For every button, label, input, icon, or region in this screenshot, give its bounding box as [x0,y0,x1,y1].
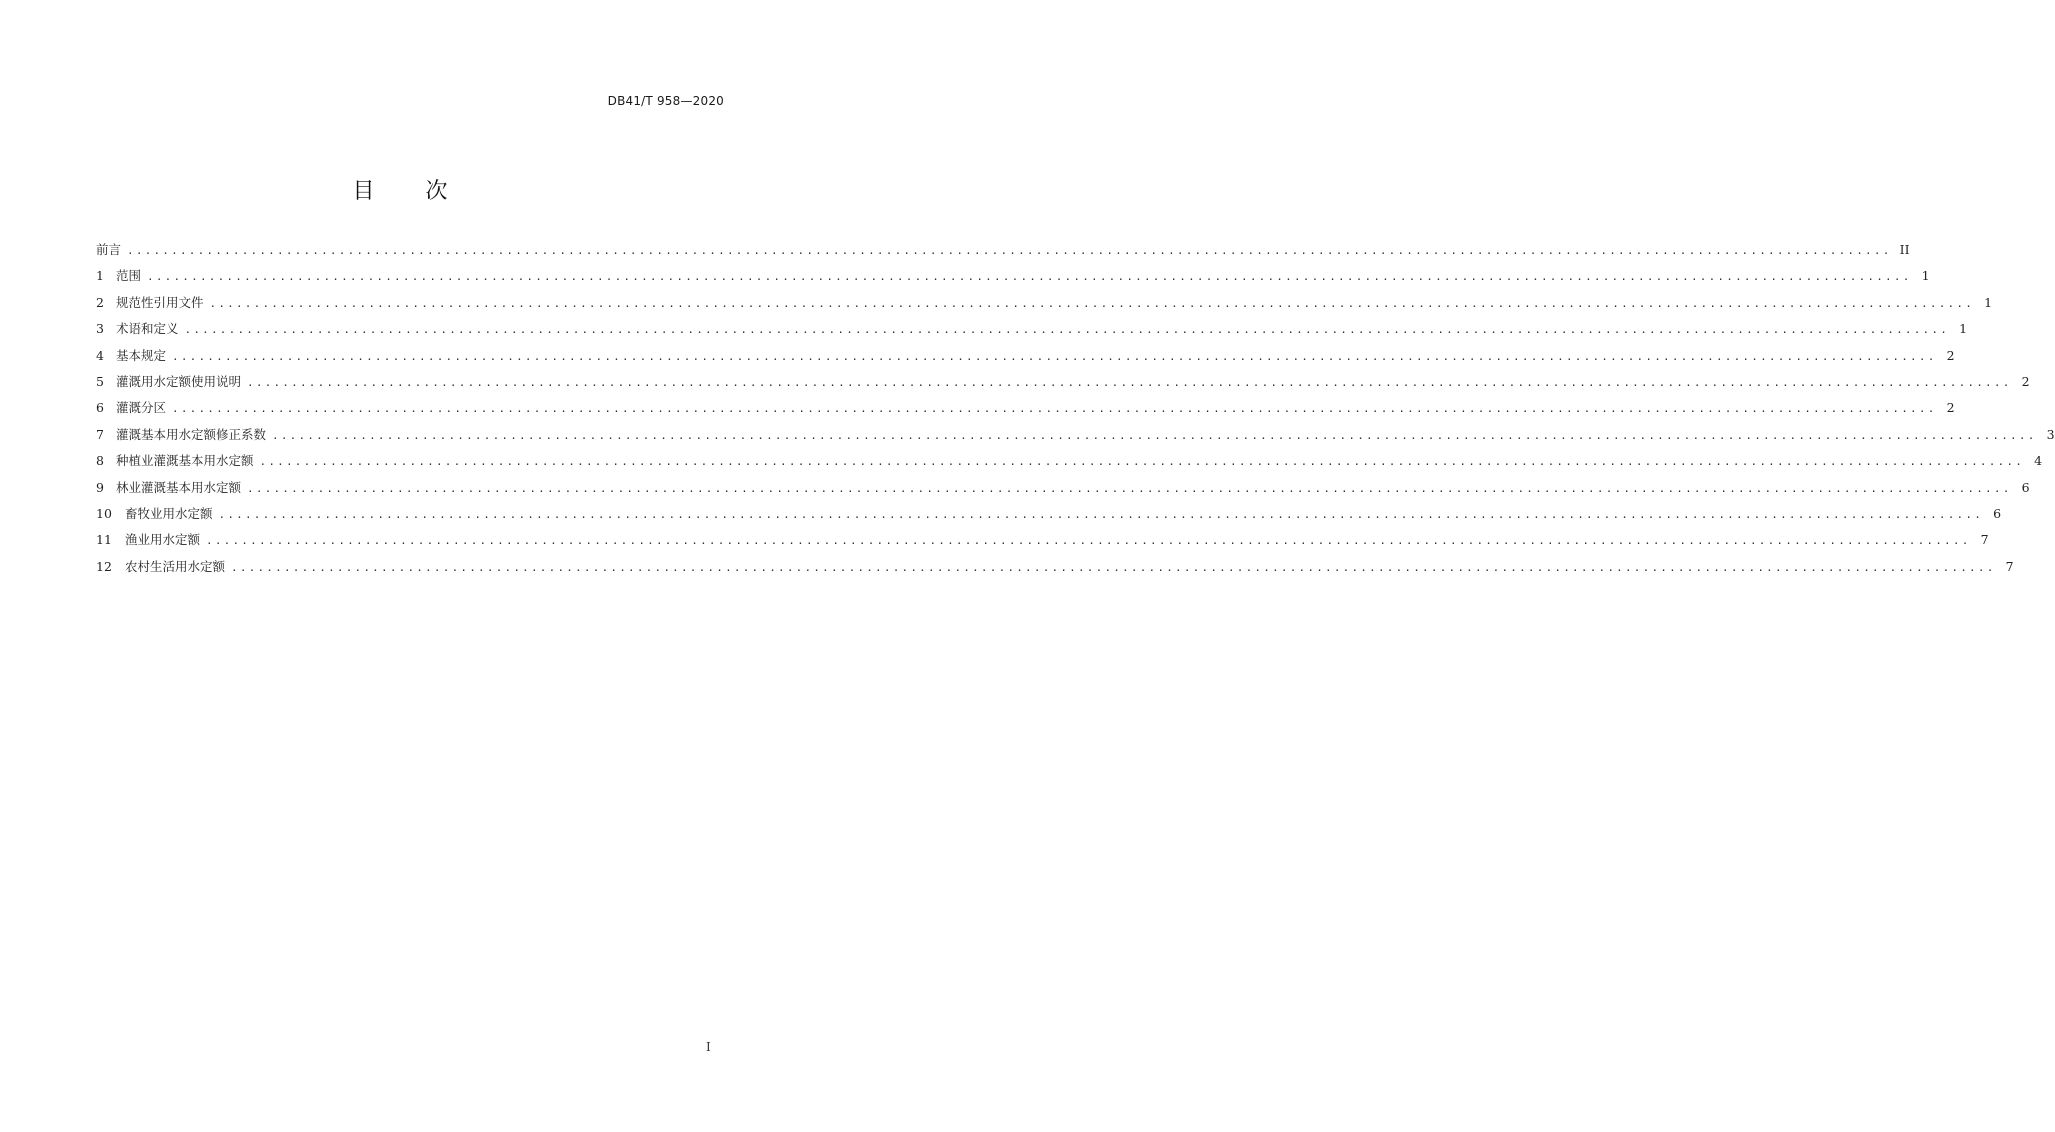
toc-entry-page: 6 [1993,505,2002,521]
toc-entry-number: 3 [96,321,104,337]
toc-title: 目 次 [352,179,470,204]
toc-entry-3[interactable] [96,319,1968,345]
toc-entry-label: 渔业用水定额 [125,532,201,548]
toc-entry-number: 9 [96,479,104,495]
toc-entry-6[interactable] [96,398,1955,424]
toc-entry-label: 林业灌溉基本用水定额 [116,479,242,495]
toc-leader-dots: ........................................................................................................................................................................................................ [209,296,1975,310]
toc-leader-dots: ........................................................................................................................................................................................................ [231,560,1996,574]
toc-entry-page: 1 [1921,268,1930,284]
toc-entry-label: 规范性引用文件 [116,294,204,310]
toc-entry-label: 畜牧业用水定额 [125,505,213,521]
toc-leader-dots: ........................................................................................................................................................................................................ [247,375,2012,389]
toc-entry-page: 1 [1984,294,1993,310]
toc-entry-4[interactable] [96,346,1955,372]
table-of-contents [96,240,2055,583]
toc-entry-label: 术语和定义 [116,321,179,337]
standard-code: DB41/T 958—2020 [607,94,724,108]
toc-leader-dots: ........................................................................................................................................................................................................ [272,428,2037,442]
toc-entry-page: 4 [2034,453,2043,469]
toc-entry-number: 5 [96,373,104,389]
toc-entry-label: 灌溉分区 [116,400,167,416]
toc-entry-page: 2 [2021,373,2030,389]
toc-leader-dots: ........................................................................................................................................................................................................ [247,481,2012,495]
toc-entry-12[interactable] [96,557,2014,583]
toc-entry-number: 8 [96,453,104,469]
toc-entry-page: 2 [1946,347,1955,363]
toc-entry-page: 7 [2005,558,2014,574]
toc-leader-dots: ........................................................................................................................................................................................................ [147,270,1912,284]
toc-entry-11[interactable] [96,530,1989,556]
toc-leader-dots: ........................................................................................................................................................................................................ [172,349,1937,363]
toc-leader-dots: ........................................................................................................................................................................................................ [206,534,1971,548]
toc-entry-page: II [1899,242,1910,257]
toc-entry-number: 10 [96,505,112,521]
toc-entry-number: 6 [96,400,104,416]
toc-entry-label: 农村生活用水定额 [125,558,226,574]
toc-entry-10[interactable] [96,504,2002,530]
toc-leader-dots: ........................................................................................................................................................................................................ [218,507,1984,521]
toc-leader-dots: ........................................................................................................................................................................................................ [259,455,2025,469]
toc-entry-label: 前言 [96,242,122,257]
toc-entry-number: 7 [96,426,104,442]
toc-entry-number: 2 [96,294,104,310]
toc-entry-page: 7 [1980,532,1989,548]
toc-leader-dots: ........................................................................................................................................................................................................ [172,402,1937,416]
toc-entry-label: 范围 [116,268,142,284]
toc-entry-number: 4 [96,347,104,363]
page-number: I [706,1040,711,1054]
toc-entry-number: 12 [96,558,112,574]
toc-entry-label: 种植业灌溉基本用水定额 [116,453,254,469]
toc-leader-dots: ........................................................................................................................................................................................................ [127,244,1892,257]
toc-entry-7[interactable] [96,425,2055,451]
toc-entry-foreword[interactable] [96,240,1910,266]
toc-entry-1[interactable] [96,266,1930,292]
toc-entry-8[interactable] [96,451,2043,477]
toc-entry-2[interactable] [96,293,1993,319]
toc-entry-page: 6 [2021,479,2030,495]
toc-entry-number: 11 [96,532,112,548]
toc-entry-9[interactable] [96,478,2030,504]
toc-entry-5[interactable] [96,372,2030,398]
toc-entry-label: 灌溉用水定额使用说明 [116,373,242,389]
toc-entry-page: 1 [1959,321,1968,337]
toc-leader-dots: ........................................................................................................................................................................................................ [184,323,1950,337]
toc-entry-number: 1 [96,268,104,284]
toc-entry-label: 基本规定 [116,347,167,363]
toc-entry-page: 3 [2046,426,2055,442]
toc-entry-page: 2 [1946,400,1955,416]
toc-entry-label: 灌溉基本用水定额修正系数 [116,426,267,442]
